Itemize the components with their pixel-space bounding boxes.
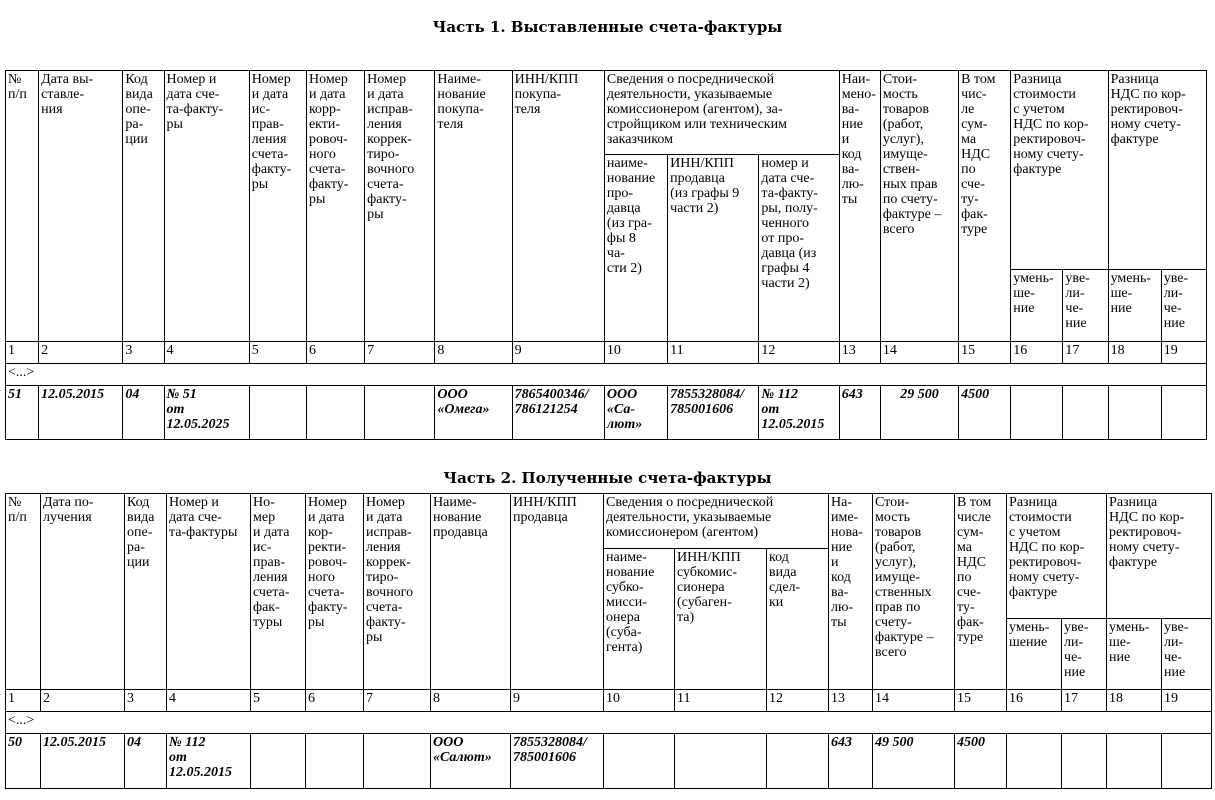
p2-h-c3: Код вида опе- ра- ции: [125, 494, 167, 690]
part1-title: Часть 1. Выставленные счета-фактуры: [432, 18, 783, 36]
p1-colnum: 2: [39, 342, 123, 364]
p2-colnum: 2: [41, 690, 125, 712]
p2-colnum: 13: [829, 690, 873, 712]
p2-r-c11: [675, 734, 767, 789]
p2-r-c19: [1162, 734, 1212, 789]
p1-r-c5: [249, 386, 306, 440]
p2-h-c10: наиме- нование субко- мисси- онера (суба- гента): [604, 549, 675, 690]
p2-h-c14: Стои- мость товаров (работ, услуг), имуще- ственных прав по счету- фактуре – всего: [873, 494, 955, 690]
p1-r-c17: [1063, 386, 1108, 440]
p1-colnum: 3: [123, 342, 164, 364]
p2-r-c4: № 112 от 12.05.2015: [167, 734, 251, 789]
p1-h-c7: Номер и дата исправ- ления коррек- тиро- вочного счета- факту- ры: [365, 71, 435, 342]
p2-h-c10-12: Сведения о посреднической деятельности, указываемые комиссионером (агентом): [604, 494, 829, 549]
p2-h-c9: ИНН/КПП продавца: [511, 494, 604, 690]
p2-colnum: 16: [1007, 690, 1062, 712]
p2-h-c18-19: Разница НДС по кор- ректировоч- ному счету- фактуре: [1107, 494, 1212, 619]
p2-h-c1: № п/п: [6, 494, 41, 690]
p1-h-c15: В том чис- ле сум- ма НДС по сче- ту- фак- туре: [959, 71, 1011, 342]
p2-colnum: 17: [1062, 690, 1107, 712]
p1-colnum: 13: [839, 342, 880, 364]
part1-header-row-1: [6, 71, 1207, 155]
p1-h-c4: Номер и дата сче- та-факту- ры: [164, 71, 249, 342]
p1-colnum: 4: [164, 342, 249, 364]
p2-colnum: 19: [1162, 690, 1212, 712]
p1-colnum: 6: [306, 342, 364, 364]
p1-r-c14: 29 500: [880, 386, 958, 440]
p1-r-c1: 51: [6, 386, 39, 440]
part2-title: Часть 2. Полученные счета-фактуры: [443, 469, 772, 487]
p1-r-c6: [306, 386, 364, 440]
p1-h-c14: Стои- мость товаров (работ, услуг), имуще- ствен- ных прав по счету- фактуре – всего: [880, 71, 958, 342]
part2-header-row-1: [6, 494, 1212, 549]
p2-h-c12: код вида сдел- ки: [767, 549, 829, 690]
p2-h-c4: Номер и дата сче- та-фактуры: [167, 494, 251, 690]
p2-h-c16: умень- шение: [1007, 619, 1062, 690]
p2-colnum: 15: [955, 690, 1007, 712]
p1-colnum: 16: [1011, 342, 1063, 364]
p1-colnum: 11: [668, 342, 759, 364]
p2-h-c2: Дата по- лучения: [41, 494, 125, 690]
p1-colnum: 19: [1161, 342, 1206, 364]
p1-colnum: 12: [759, 342, 839, 364]
p1-h-c17: уве- ли- че- ние: [1063, 270, 1108, 342]
p2-h-c6: Номер и дата кор- ректи- ровоч- ного счета- факту- ры: [306, 494, 364, 690]
part2-ellipsis-row: [6, 712, 1212, 734]
p2-r-c2: 12.05.2015: [41, 734, 125, 789]
p1-h-c3: Код вида опе- ра- ции: [123, 71, 164, 342]
p1-h-c13: Наи- мено- ва- ние и код ва- лю- ты: [839, 71, 880, 342]
part1-colnum-row: [6, 342, 1207, 364]
p2-r-c14: 49 500: [873, 734, 955, 789]
p1-colnum: 5: [249, 342, 306, 364]
p1-colnum: 9: [512, 342, 604, 364]
p2-ellipsis: <...>: [6, 712, 1212, 734]
p1-colnum: 7: [365, 342, 435, 364]
p1-r-c8: ООО «Омега»: [435, 386, 512, 440]
p2-colnum: 11: [675, 690, 767, 712]
p1-ellipsis: <...>: [6, 364, 1207, 386]
p2-colnum: 3: [125, 690, 167, 712]
p1-colnum: 17: [1063, 342, 1108, 364]
p2-r-c3: 04: [125, 734, 167, 789]
part1-data-row: [6, 386, 1207, 440]
p2-r-c12: [767, 734, 829, 789]
p1-colnum: 15: [959, 342, 1011, 364]
p2-colnum: 12: [767, 690, 829, 712]
p1-h-c18-19: Разница НДС по кор- ректировоч- ному счету- фактуре: [1108, 71, 1206, 270]
p2-colnum: 6: [306, 690, 364, 712]
p2-r-c5: [251, 734, 306, 789]
p1-colnum: 10: [604, 342, 667, 364]
p2-h-c18: умень- ше- ние: [1107, 619, 1162, 690]
p1-r-c4: № 51 от 12.05.2025: [164, 386, 249, 440]
p1-r-c9: 7865400346/ 786121254: [512, 386, 604, 440]
p1-colnum: 8: [435, 342, 512, 364]
p1-r-c15: 4500: [959, 386, 1011, 440]
p1-h-c10: наиме- нование про- давца (из гра- фы 8 ча- сти 2): [604, 155, 667, 342]
p2-colnum: 10: [604, 690, 675, 712]
p1-h-c6: Номер и дата корр- екти- ровоч- ного счета- факту- ры: [306, 71, 364, 342]
p2-colnum: 1: [6, 690, 41, 712]
p1-h-c9: ИНН/КПП покупа- теля: [512, 71, 604, 342]
p2-r-c1: 50: [6, 734, 41, 789]
part2-data-row: [6, 734, 1212, 789]
p1-h-c5: Номер и дата ис- прав- ления счета- факту- ры: [249, 71, 306, 342]
p1-h-c18: умень- ше- ние: [1108, 270, 1161, 342]
p2-h-c19: уве- ли- че- ние: [1162, 619, 1212, 690]
p1-colnum: 1: [6, 342, 39, 364]
p2-h-c15: В том числе сум- ма НДС по сче- ту- фак- туре: [955, 494, 1007, 690]
p1-r-c16: [1011, 386, 1063, 440]
p1-r-c10: ООО «Са- лют»: [604, 386, 667, 440]
p2-colnum: 5: [251, 690, 306, 712]
p1-h-c16: умень- ше- ние: [1011, 270, 1063, 342]
part1-table: [5, 70, 1207, 440]
p1-h-c1: № п/п: [6, 71, 39, 342]
p2-r-c9: 7855328084/ 785001606: [511, 734, 604, 789]
p2-r-c17: [1062, 734, 1107, 789]
p1-r-c3: 04: [123, 386, 164, 440]
p2-colnum: 14: [873, 690, 955, 712]
p1-h-c19: уве- ли- че- ние: [1161, 270, 1206, 342]
part2-colnum-row: [6, 690, 1212, 712]
p1-h-c16-17: Разница стоимости с учетом НДС по кор- ректировоч- ному счету- фактуре: [1011, 71, 1108, 270]
p1-r-c13: 643: [839, 386, 880, 440]
p1-r-c2: 12.05.2015: [39, 386, 123, 440]
p2-h-c17: уве- ли- че- ние: [1062, 619, 1107, 690]
p2-r-c18: [1107, 734, 1162, 789]
p1-h-c2: Дата вы- ставле- ния: [39, 71, 123, 342]
p2-r-c7: [364, 734, 431, 789]
p2-colnum: 7: [364, 690, 431, 712]
p2-r-c8: ООО «Салют»: [431, 734, 511, 789]
p1-r-c11: 7855328084/ 785001606: [668, 386, 759, 440]
p2-h-c16-17: Разница стоимости с учетом НДС по кор- ректировоч- ному счету- фактуре: [1007, 494, 1107, 619]
p2-h-c7: Номер и дата исправ- ления коррек- тиро- вочного счета- факту- ры: [364, 494, 431, 690]
p1-r-c7: [365, 386, 435, 440]
part2-table: [5, 493, 1212, 789]
p2-r-c6: [306, 734, 364, 789]
p2-colnum: 4: [167, 690, 251, 712]
part1-ellipsis-row: [6, 364, 1207, 386]
p1-colnum: 14: [880, 342, 958, 364]
p2-h-c8: Наиме- нование продавца: [431, 494, 511, 690]
p2-r-c13: 643: [829, 734, 873, 789]
p2-r-c15: 4500: [955, 734, 1007, 789]
p1-colnum: 18: [1108, 342, 1161, 364]
p2-h-c11: ИНН/КПП субкомис- сионера (субаген- та): [675, 549, 767, 690]
p1-r-c12: № 112 от 12.05.2015: [759, 386, 839, 440]
p1-h-c11: ИНН/КПП продавца (из графы 9 части 2): [668, 155, 759, 342]
p2-colnum: 8: [431, 690, 511, 712]
p2-colnum: 9: [511, 690, 604, 712]
p2-r-c10: [604, 734, 675, 789]
p2-r-c16: [1007, 734, 1062, 789]
p1-h-c8: Наиме- нование покупа- теля: [435, 71, 512, 342]
p1-r-c18: [1108, 386, 1161, 440]
p2-h-c5: Но- мер и дата ис- прав- ления счета- фак- туры: [251, 494, 306, 690]
p2-colnum: 18: [1107, 690, 1162, 712]
p1-h-c10-12: Сведения о посреднической деятельности, указываемые комиссионером (агентом), за- стройщиком или техническим заказчиком: [604, 71, 839, 155]
p1-r-c19: [1161, 386, 1206, 440]
p2-h-c13: На- име- нова- ние и код ва- лю- ты: [829, 494, 873, 690]
p1-h-c12: номер и дата сче- та-факту- ры, полу- ченного от про- давца (из графы 4 части 2): [759, 155, 839, 342]
